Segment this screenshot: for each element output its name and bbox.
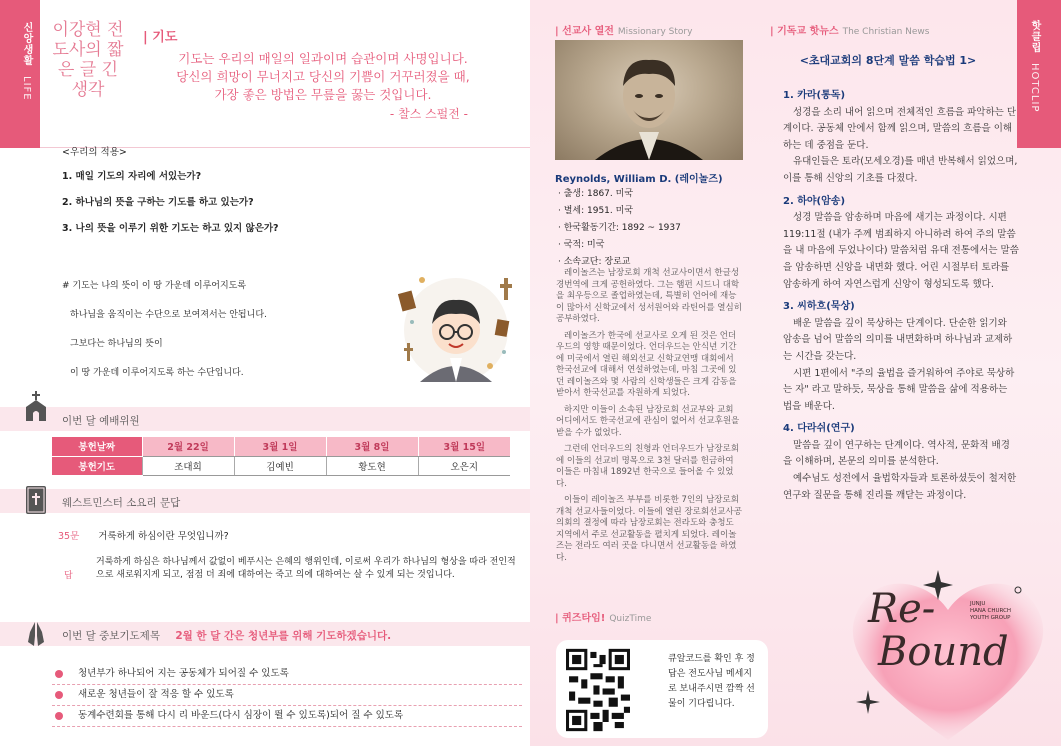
news-heading: | 기독교 핫뉴스 The Christian News <box>770 26 930 37</box>
logo-line2: Bound <box>878 629 1009 675</box>
left-page <box>0 0 530 746</box>
worship-label: 이번 달 예배위원 <box>62 415 140 427</box>
news-paragraph: 말씀을 깊이 연구하는 단계이다. 역사적, 문화적 배경을 이해하며, 본문의 의미를 분석한다. <box>783 439 1010 468</box>
logo-org: YOUTH GROUP <box>970 615 1011 621</box>
bullet-icon <box>55 670 63 678</box>
prayer-topics-highlight: 2월 한 달 간은 청년부를 위해 기도하겠습니다. <box>175 630 392 642</box>
right-tab-ko: 핫클립 <box>1029 20 1040 53</box>
info-line: · 한국활동기간: 1892 ~ 1937 <box>558 223 681 233</box>
question-item: 2. 하나님의 뜻을 구하는 기도를 하고 있는가? <box>62 197 254 208</box>
quiz-box <box>556 640 768 738</box>
roster-row-names <box>52 456 510 475</box>
body-line: # 기도는 나의 뜻이 이 땅 가운데 이루어지도록 <box>62 281 247 291</box>
bible-icon <box>24 485 48 515</box>
quote-author: - 찰스 스펄전 - <box>389 107 468 121</box>
news-paragraph: 유대인들은 토라(모세오경)를 매년 반복해서 읽었으며, 이를 통해 신앙의 기초를 다졌다. <box>783 156 1018 184</box>
question-item: 1. 매일 기도의 자리에 서있는가? <box>62 171 202 182</box>
prayer-topic-item: 청년부가 하나되어 지는 공동체가 되어질 수 있도록 <box>52 664 522 685</box>
body-text <box>62 272 267 388</box>
answer-label: 답 <box>64 571 73 581</box>
quiz-text: 큐알코드를 확인 후 정답은 전도사님 메세지로 보내주시면 깜짝 선물이 기다립니다. <box>668 654 755 709</box>
pastor-illustration <box>392 262 520 392</box>
prayer-topic-item: 동계수련회를 통해 다시 리 바운드(다시 심장이 뛸 수 있도록)되어 질 수 있도록 <box>52 706 522 727</box>
portrait-image <box>555 40 743 160</box>
roster-header: 봉헌기도 <box>52 456 142 475</box>
roster-date: 3월 1일 <box>234 437 326 456</box>
quote-line: 기도는 우리의 매일의 일과이며 습관이며 사명입니다. <box>178 51 468 66</box>
roster-name: 황도현 <box>326 456 418 475</box>
question-text: 거룩하게 하심이란 무엇입니까? <box>98 531 229 542</box>
right-tab-en: HOTCLIP <box>1029 63 1040 113</box>
catechism-answer <box>58 556 518 582</box>
news-section-title: 4. 다라쉬(연구) <box>783 423 855 435</box>
missionary-info <box>558 186 681 271</box>
news-paragraph: 성경 말씀을 암송하며 마음에 새기는 과정이다. 시편 119:11절 (내가 주께 범죄하지 아니하려 하여 주의 말씀을 내 마음에 두었나이다) 말씀처럼 유대 전통에서는 말씀을 암송하면 신앙을 내면화 했다. 어린 시절부터 토라를 암송하게 하여 자연스럽게 신앙이 형성되도록 했다. <box>783 212 1019 290</box>
prayer-topic-list <box>52 664 522 727</box>
prayer-topic-item: 새로운 청년들이 잘 적응 할 수 있도록 <box>52 685 522 706</box>
news-section-title: 1. 카라(통독) <box>783 90 846 101</box>
roster-row-dates <box>52 437 510 456</box>
roster-name: 조대희 <box>142 456 234 475</box>
question-item: 3. 나의 뜻을 이루기 위한 기도는 하고 있지 않은가? <box>62 223 279 234</box>
quote-line: 당신의 희망이 무너지고 당신의 기쁨이 거꾸러졌을 때, <box>176 69 470 84</box>
news-section-title: 2. 하야(암송) <box>783 195 846 207</box>
missionary-photo <box>555 40 743 160</box>
news-paragraph: 배운 말씀을 깊이 묵상하는 단계이다. 단순한 읽기와 암송을 넘어 말씀의 의미를 내면화하며 하나님과 교제하는 시간을 갖는다. <box>783 317 1013 362</box>
roster-header: 봉헌날짜 <box>52 437 142 456</box>
catechism-label: 웨스트민스터 소요리 문답 <box>62 497 181 509</box>
news-body <box>783 82 1019 504</box>
qr-code-icon[interactable] <box>566 648 630 732</box>
logo-org: JUNJU <box>970 601 986 607</box>
missionary-heading: | 선교사 열전 Missionary Story <box>555 26 693 37</box>
roster-name: 김예빈 <box>234 456 326 475</box>
bullet-icon <box>55 712 63 720</box>
story-paragraph: 하지만 이들이 소속된 남장로회 선교부와 교회 어디에서도 한국선교에 관심이 없어서 선교후원을 받을 수가 없었다. <box>556 404 740 438</box>
catechism-question <box>58 528 229 542</box>
quote-line: 가장 좋은 방법은 무릎을 꿇는 것입니다. <box>214 87 432 102</box>
news-paragraph: 예수님도 성전에서 율법학자들과 토론하셨듯이 철저한 연구와 질문을 통해 진리를 깨닫는 과정이다. <box>783 473 1017 501</box>
body-line: 이 땅 가운데 이루어지도록 하는 수단입니다. <box>70 368 244 378</box>
news-section-title: 3. 씨하흐(묵상) <box>783 301 855 313</box>
apply-title: <우리의 적용> <box>62 147 127 158</box>
question-number: 35문 <box>58 531 80 542</box>
question-list <box>62 168 279 246</box>
bullet-icon <box>55 691 63 699</box>
praying-hands-icon <box>24 618 48 648</box>
info-line: · 별세: 1951. 미국 <box>558 206 634 216</box>
roster-name: 오은지 <box>418 456 510 475</box>
body-line: 하나님을 움직이는 수단으로 보여져서는 안됩니다. <box>70 310 267 320</box>
info-line: · 출생: 1867. 미국 <box>558 189 634 199</box>
story-paragraph: 레이놀즈는 남장로회 개척 선교사이면서 한글성경번역에 크게 공헌하였다. 그는 햄펀 시드니 대학을 최우등으로 졸업하였는데, 특별히 언어에 재능이 많아서 신학교에서 성서원어와 라틴어를 열심히 공부하였다. <box>556 268 742 324</box>
worship-roster <box>52 437 510 476</box>
church-icon <box>24 391 48 421</box>
quote <box>143 50 503 104</box>
logo-line1: Re- <box>868 586 936 632</box>
rebound-logo <box>838 560 1058 746</box>
left-tab-en: LIFE <box>21 76 32 102</box>
info-line: · 국적: 미국 <box>558 240 605 250</box>
quiz-heading: | 퀴즈타임! QuizTime <box>555 613 652 624</box>
missionary-story <box>556 268 744 569</box>
body-line: 그보다는 하나님의 뜻이 <box>70 339 163 349</box>
worship-section-bar <box>0 407 530 431</box>
catechism-section-bar <box>0 489 530 513</box>
info-line: · 소속교단: 장로교 <box>558 257 631 267</box>
prayer-topics-label: 이번 달 중보기도제목 <box>62 630 160 642</box>
missionary-name: Reynolds, William D. (레이놀즈) <box>555 174 723 185</box>
story-paragraph: 이들이 레이놀즈 부부를 비롯한 7인의 남장로회 개척 선교사들이었다. 이들에 열린 장로회선교사공의회의 결정에 따라 남장로회는 전라도와 충청도 지역에서 주로 선교활동을 펼치게 되었다. 레이놀즈는 전라도 여러 곳을 다니면서 선교활동을 하였다. <box>556 495 742 563</box>
left-tab-ko: 신앙생활 <box>21 22 32 66</box>
story-paragraph: 그런데 언더우드의 친형과 언더우드가 남장로회에 이들의 선교비 명목으로 3천 달러를 헌금하여 이들은 마침내 1892년 한국으로 들어올 수 있었다. <box>556 444 740 489</box>
story-paragraph: 레이놀즈가 한국에 선교사로 오게 된 것은 언더우드의 영향 때문이었다. 언더우드는 안식년 기간에 미국에서 열린 해외선교 신학교연맹 대회에서 한국선교에 대해서 연설하였는데, 마침 그곳에 있던 레이놀즈와 몇 사람의 신학생들은 크게 감동을 받아서 한국선교를 자원하게 되었다. <box>556 330 737 398</box>
news-paragraph: 성경을 소리 내어 읽으며 전체적인 흐름을 파악하는 단계이다. 공동체 안에서 함께 읽으며, 말씀의 흐름을 이해하는 데 중점을 둔다. <box>783 106 1017 151</box>
prayer-topics-section-bar <box>0 622 530 646</box>
news-title: <초대교회의 8단계 말씀 학습법 1> <box>799 54 977 67</box>
logo-org: HANA CHURCH <box>970 608 1012 614</box>
news-paragraph: 시편 1편에서 "주의 율법을 즐거워하여 주야로 묵상하는 자" 라고 말하듯, 묵상을 통해 말씀을 삶에 적용하는 법을 배운다. <box>783 367 1015 412</box>
answer-text: 거룩하게 하심은 하나님께서 값없이 베푸시는 은혜의 행위인데, 이로써 우리가 하나님의 형상을 따라 전인적으로 새로워지게 되고, 점점 더 죄에 대하여는 죽고 의에 대하여는 살 수 있게 되는 것입니다. <box>96 557 516 580</box>
column-brand: 이강현 전도사의 짧은 글 긴 생각 <box>52 20 124 100</box>
prayer-heading: | 기도 <box>143 30 178 45</box>
right-section-tab <box>1017 0 1061 148</box>
roster-date: 2월 22일 <box>142 437 234 456</box>
roster-date: 3월 15일 <box>418 437 510 456</box>
roster-date: 3월 8일 <box>326 437 418 456</box>
left-section-tab <box>0 0 40 148</box>
